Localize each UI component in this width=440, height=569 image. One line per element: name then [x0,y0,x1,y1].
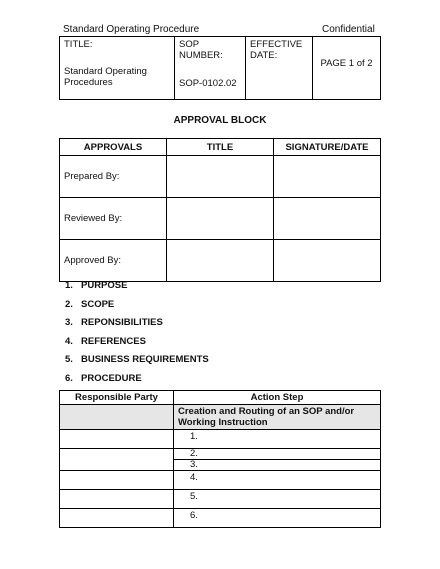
party-cell[interactable] [60,490,174,509]
section-number: 4. [65,335,73,347]
section-label: PURPOSE [81,280,128,291]
approved-by-title-cell[interactable] [167,240,274,282]
party-cell[interactable] [60,430,174,449]
table-row [60,430,381,449]
approval-row [60,156,381,198]
section-item [65,373,209,392]
table-row [60,449,381,460]
approvals-header: APPROVALS [60,139,167,156]
section-item [65,336,209,355]
party-cell[interactable] [60,471,174,490]
title-header: TITLE [167,139,274,156]
header-title: Standard Operating Procedure [63,24,200,35]
section-label: SCOPE [81,298,115,310]
sop-number-label: SOP NUMBER: [179,39,223,61]
sop-number-value: SOP-0102.02 [179,78,237,89]
reviewed-by-title-cell[interactable] [167,198,274,240]
section-label: REPONSIBILITIES [81,317,163,329]
step-cell[interactable]: 6. [174,509,381,528]
section-list [65,280,209,392]
step-cell[interactable]: 2. [174,449,381,460]
approval-row [60,198,381,240]
table-row [60,490,381,509]
reviewed-by-signature-cell[interactable] [274,198,381,240]
approved-by-signature-cell[interactable] [274,240,381,282]
title-value: Standard Operating Procedures [64,66,147,88]
header-confidential: Confidential [322,24,375,35]
prepared-by-title-cell[interactable] [167,156,274,198]
party-cell[interactable] [60,509,174,528]
section-number: 6. [65,372,73,384]
page-label: PAGE 1 of 2 [320,58,373,69]
section-number: 1. [65,280,73,291]
signature-date-header: SIGNATURE/DATE [274,139,381,156]
section-number: 5. [65,354,73,366]
approval-row [60,240,381,282]
section-label: REFERENCES [81,335,146,347]
prepared-by-label: Prepared By: [60,156,167,198]
step-cell[interactable]: 4. [174,471,381,490]
sop-number-cell [175,37,246,100]
section-item [65,280,209,299]
party-cell[interactable] [60,449,174,471]
effective-date-cell [246,37,313,100]
section-label: PROCEDURE [81,372,142,384]
table-row [60,471,381,490]
prepared-by-signature-cell[interactable] [274,156,381,198]
table-row [60,509,381,528]
subheader-blank-cell [60,405,174,430]
responsible-party-header: Responsible Party [60,391,174,405]
step-cell[interactable]: 3. [174,460,381,471]
section-number: 2. [65,298,73,310]
section-item [65,299,209,318]
effective-date-label: EFFECTIVE DATE: [250,39,303,61]
page-cell [313,37,381,100]
reviewed-by-label: Reviewed By: [60,198,167,240]
approved-by-label: Approved By: [60,240,167,282]
section-item [65,317,209,336]
section-label: BUSINESS REQUIREMENTS [81,354,209,366]
step-cell[interactable]: 5. [174,490,381,509]
action-step-header: Action Step [174,391,381,405]
section-number: 3. [65,317,73,329]
step-cell[interactable]: 1. [174,430,381,449]
section-item [65,354,209,373]
title-cell [60,37,175,100]
approval-block-title: APPROVAL BLOCK [173,115,267,126]
procedure-table [59,390,381,528]
title-label: TITLE: [64,39,93,50]
sop-info-table [59,36,381,100]
approval-table [59,138,381,282]
procedure-subheader: Creation and Routing of an SOP and/or Working Instruction [174,405,381,430]
